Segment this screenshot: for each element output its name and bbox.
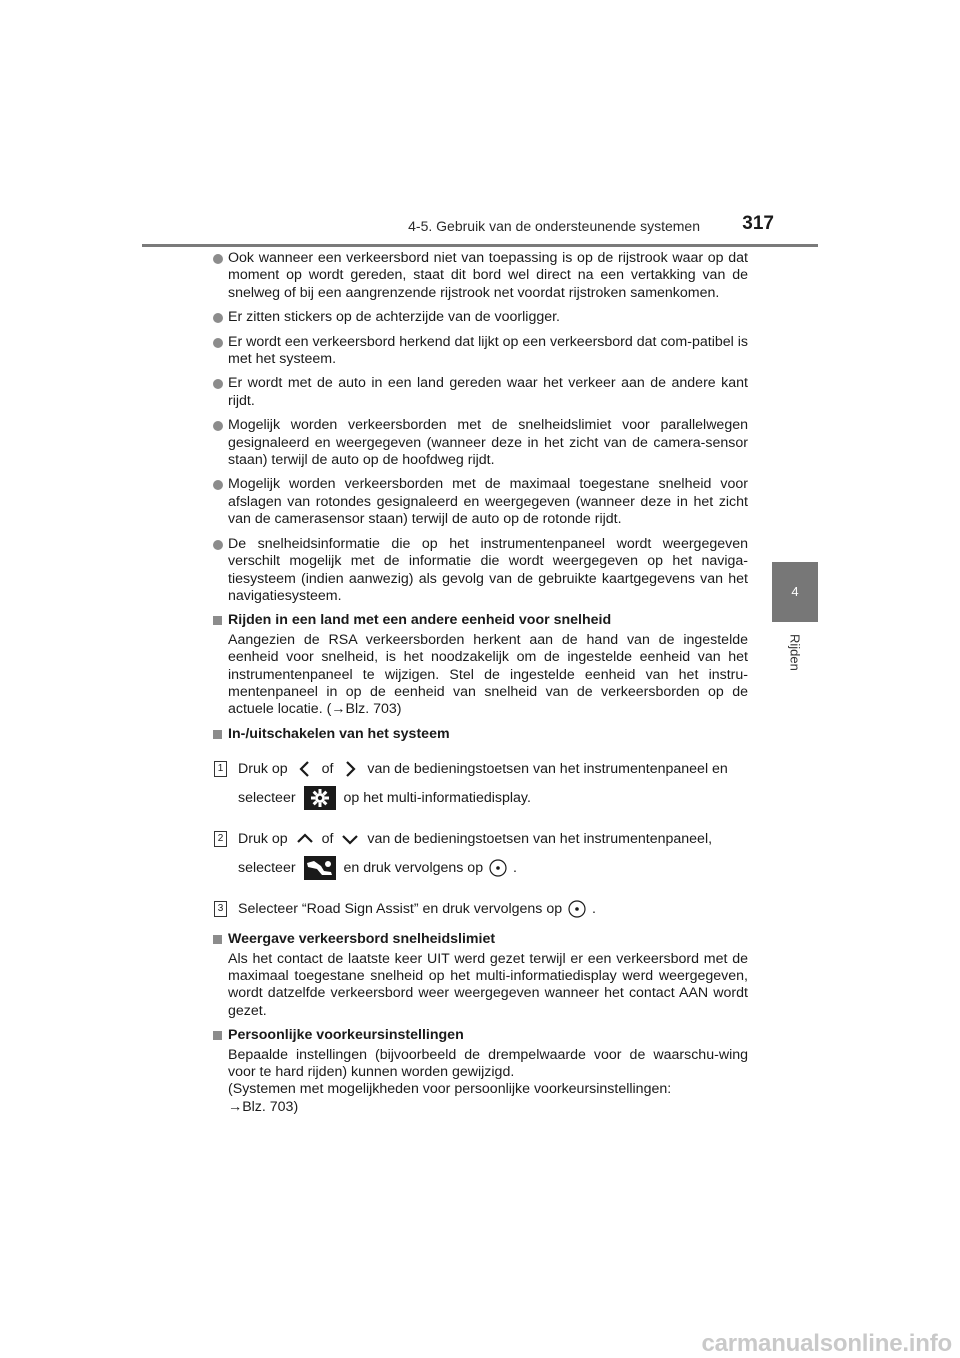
step-number: 2 bbox=[214, 831, 227, 847]
step-text: of bbox=[321, 761, 334, 778]
chevron-right-icon bbox=[337, 759, 363, 779]
step-number: 3 bbox=[214, 901, 227, 917]
bullet-item bbox=[210, 334, 748, 369]
step-text: op het multi-informatiedisplay. bbox=[343, 790, 531, 807]
bullet-text: Ook wanneer een verkeersbord niet van toepassing is op de rijstrook waar op dat moment op wordt gereden, staat dit bord wel direct na een vertakking van de snelweg of bij een aangrenzende rijstrook net voordat rijstroken samenkomen. bbox=[228, 250, 748, 301]
section-heading-text: Weergave verkeersbord snelheidslimiet bbox=[228, 931, 496, 948]
bullet-icon bbox=[213, 338, 223, 348]
bullet-icon bbox=[213, 254, 223, 264]
section-body bbox=[210, 1047, 748, 1117]
bullet-icon bbox=[213, 540, 223, 550]
bullet-text: Mogelijk worden verkeersborden met de maximaal toegestane snelheid voor afslagen van rotondes gesignaleerd en weergegeven (wanneer deze in het zicht van de camerasensor staan) terwijl de auto op de rotonde rijdt. bbox=[228, 476, 748, 528]
settings-gear-icon bbox=[304, 786, 336, 810]
section-heading-text: In-/uitschakelen van het systeem bbox=[228, 725, 450, 742]
bullet-item bbox=[210, 250, 748, 302]
bullet-icon bbox=[213, 379, 223, 389]
bullet-text: Er zitten stickers op de achterzijde van de voorligger. bbox=[228, 309, 560, 326]
bullet-item bbox=[210, 309, 748, 326]
chapter-tab-label-text: Rijden bbox=[787, 634, 803, 671]
section-sign-display bbox=[210, 931, 748, 1020]
bullet-item bbox=[210, 536, 748, 606]
step-text: en druk vervolgens op bbox=[343, 860, 484, 877]
section-heading bbox=[210, 612, 748, 629]
section-heading-text: Rijden in een land met een andere eenheid voor snelheid bbox=[228, 612, 612, 629]
bullet-icon bbox=[213, 313, 223, 323]
step-text: Selecteer “Road Sign Assist” en druk vervolgens op bbox=[238, 901, 563, 918]
section-square-icon bbox=[213, 730, 222, 739]
watermark: carmanualsonline.info bbox=[701, 1330, 952, 1357]
page-number: 317 bbox=[742, 213, 774, 234]
section-heading-text: Persoonlijke voorkeursinstellingen bbox=[228, 1027, 464, 1044]
road-sign-assist-icon bbox=[304, 856, 336, 880]
section-title: 4-5. Gebruik van de ondersteunende systemen bbox=[408, 218, 700, 234]
chapter-tab-number: 4 bbox=[772, 562, 818, 622]
enter-button-icon bbox=[487, 858, 509, 878]
step-number: 1 bbox=[214, 761, 227, 777]
step-2 bbox=[210, 825, 748, 883]
step-text: van de bedieningstoetsen van het instrumentenpaneel en selecteer bbox=[238, 761, 728, 807]
step-text: van de bedieningstoetsen van het instrumentenpaneel, selecteer bbox=[238, 831, 713, 877]
section-body-line: Bepaalde instellingen (bijvoorbeeld de drempelwaarde voor de waarschu-wing voor te hard rijden) kunnen worden gewijzigd. bbox=[228, 1046, 748, 1080]
section-heading bbox=[210, 726, 748, 743]
section-square-icon bbox=[213, 1031, 222, 1040]
section-body-line: (Systemen met mogelijkheden voor persoonlijke voorkeursinstellingen: bbox=[228, 1081, 672, 1098]
section-heading bbox=[210, 931, 748, 948]
section-square-icon bbox=[213, 616, 222, 625]
bullet-item bbox=[210, 375, 748, 410]
bullet-text: Er wordt met de auto in een land gereden waar het verkeer aan de andere kant rijdt. bbox=[228, 375, 748, 409]
step-text: Druk op bbox=[238, 831, 288, 848]
page-content bbox=[210, 250, 748, 1123]
step-text: . bbox=[592, 901, 596, 918]
section-body-line: →Blz. 703) bbox=[228, 1098, 299, 1115]
header-divider bbox=[142, 244, 818, 247]
step-text: of bbox=[321, 831, 334, 848]
enter-button-icon bbox=[566, 899, 588, 919]
chevron-down-icon bbox=[337, 829, 363, 849]
chevron-left-icon bbox=[292, 759, 318, 779]
bullet-item bbox=[210, 476, 748, 528]
step-text: . bbox=[513, 860, 517, 877]
section-heading bbox=[210, 1027, 748, 1044]
step-1 bbox=[210, 755, 748, 813]
section-toggle-system bbox=[210, 726, 748, 924]
bullet-text: Mogelijk worden verkeersborden met de snelheidslimiet voor parallelwegen gesignaleerd en weergegeven (wanneer deze in het zicht van de camera-sensor staan) terwijl de auto op de hoofdweg rijdt. bbox=[228, 417, 748, 469]
section-body: Als het contact de laatste keer UIT werd gezet terwijl er een verkeersbord met de maximaal toegestane snelheid op het multi-informatiedisplay werd weergegeven, wordt datzelfde verkeersbord weer weergegeven wanneer het contact AAN wordt gezet. bbox=[228, 950, 748, 1019]
step-3 bbox=[210, 895, 748, 924]
section-body: Aangezien de RSA verkeersborden herkent aan de hand van de ingestelde eenheid voor snelheid, is het noodzakelijk om de ingestelde eenheid van het instrumentenpaneel te wijzigen. Stel de ingestelde eenheid van het instru-mentenpaneel in op de eenheid van snelheid van de verkeersborden op de actuele locatie. (→Blz. 703) bbox=[228, 631, 748, 718]
bullet-icon bbox=[213, 421, 223, 431]
section-personal-settings bbox=[210, 1027, 748, 1116]
step-text: Druk op bbox=[238, 761, 288, 778]
section-square-icon bbox=[213, 935, 222, 944]
bullet-item bbox=[210, 417, 748, 469]
chevron-up-icon bbox=[292, 829, 318, 849]
bullet-text: Er wordt een verkeersbord herkend dat lijkt op een verkeersbord dat com-patibel is met het systeem. bbox=[228, 333, 748, 368]
section-speed-unit bbox=[210, 612, 748, 718]
bullet-text: De snelheidsinformatie die op het instrumentenpaneel wordt weergegeven verschilt mogelijk met de informatie die wordt weergegeven op het naviga-tiesysteem (indien aanwezig) als gevolg van de gebruikte kaartgegevens van het navigatiesysteem. bbox=[228, 535, 748, 604]
bullet-icon bbox=[213, 480, 223, 490]
chapter-tab-label bbox=[772, 628, 818, 708]
